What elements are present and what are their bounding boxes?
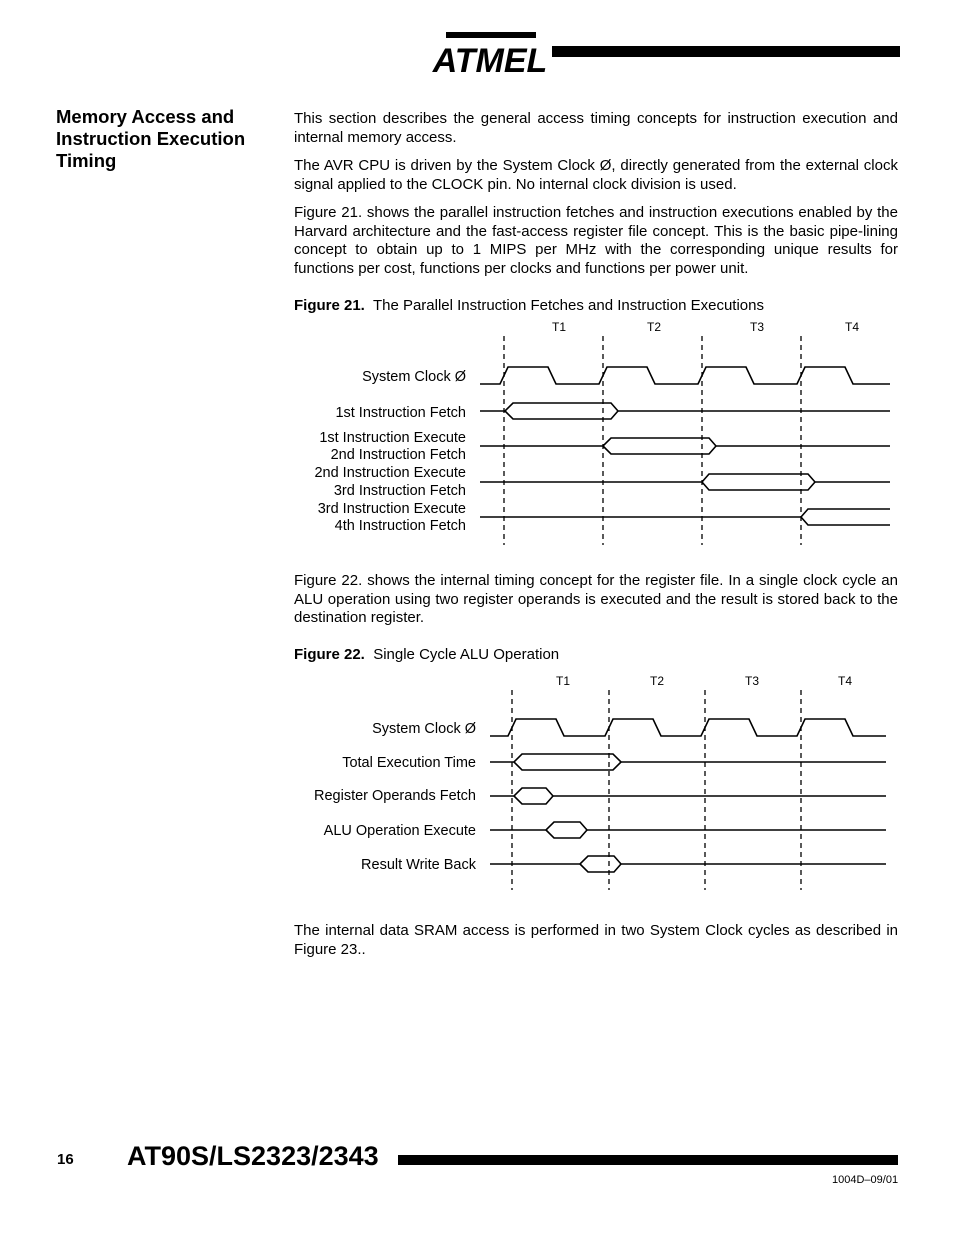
signal-label: Register Operands Fetch: [314, 788, 476, 804]
paragraph-1: This section describes the general access timing concepts for instruction execution and internal memory access.: [294, 110, 898, 146]
figure-21-caption-text: The Parallel Instruction Fetches and Instruction Executions: [372, 297, 764, 314]
footer-bar: [398, 1155, 898, 1165]
clock-waveform: [490, 719, 886, 736]
product-title: AT90S/LS2323/2343: [127, 1141, 379, 1171]
execute-1-waveform: [480, 438, 890, 446]
tick-label: T1: [555, 674, 571, 688]
logo-text: ATMEL: [432, 42, 548, 80]
header-bar: [552, 46, 900, 57]
fetch-1-waveform: [480, 403, 890, 411]
execute-2-waveform: [480, 474, 890, 482]
signal-label: Total Execution Time: [342, 755, 476, 771]
clock-waveform: [480, 367, 890, 384]
signal-label: 3rd Instruction Execute: [317, 501, 466, 517]
paragraph-5: The internal data SRAM access is performed in two System Clock cycles as described in Figure 23..: [294, 922, 898, 958]
paragraph-4: Figure 22. shows the internal timing concept for the register file. In a single clock cycle an ALU operation using two register operands is executed and the result is stored back to the destination register.: [294, 572, 898, 627]
alu-execute-waveform: [490, 822, 886, 830]
tick-label: T3: [749, 320, 765, 334]
signal-label: System Clock Ø: [372, 721, 476, 737]
signal-label: 4th Instruction Fetch: [334, 518, 466, 534]
tick-label: T4: [837, 674, 853, 688]
figure-22-diagram: [294, 668, 904, 898]
figure-21-diagram: [294, 315, 904, 555]
tick-label: T4: [844, 320, 860, 334]
signal-label: System Clock Ø: [362, 369, 466, 385]
atmel-logo: [432, 30, 548, 80]
page-number: 16: [57, 1151, 74, 1168]
figure-21-caption: [294, 297, 764, 315]
signal-label: 1st Instruction Execute: [319, 430, 466, 446]
tick-label: T2: [646, 320, 662, 334]
tick-label: T3: [744, 674, 760, 688]
paragraph-3: Figure 21. shows the parallel instruction fetches and instruction executions enabled by the Harvard architecture and the fast-access register file concept. This is the basic pipe-lining concept to obtain up to 1 MIPS per MHz with the corresponding unique results for functions per cost, functions per clocks and functions per power unit.: [294, 204, 898, 277]
signal-label: 3rd Instruction Fetch: [333, 483, 466, 499]
figure-21-number: Figure 21.: [294, 297, 365, 314]
document-number: 1004D–09/01: [832, 1174, 899, 1186]
tick-label: T1: [551, 320, 567, 334]
signal-label: 1st Instruction Fetch: [335, 405, 466, 421]
operands-fetch-waveform: [490, 788, 886, 796]
section-title: Memory Access and Instruction Execution Timing: [56, 106, 246, 171]
signal-label: 2nd Instruction Execute: [314, 465, 466, 481]
signal-label: 2nd Instruction Fetch: [330, 447, 466, 463]
signal-label: ALU Operation Execute: [323, 823, 476, 839]
write-back-waveform: [490, 856, 886, 864]
paragraph-2: The AVR CPU is driven by the System Clock Ø, directly generated from the external clock signal applied to the CLOCK pin. No internal clock division is used.: [294, 157, 898, 193]
figure-22-number: Figure 22.: [294, 646, 365, 663]
figure-22-caption-text: Single Cycle ALU Operation: [373, 646, 560, 663]
figure-22-caption: [294, 646, 559, 664]
total-execution-waveform: [490, 754, 886, 762]
signal-label: Result Write Back: [361, 857, 476, 873]
execute-3-waveform: [480, 509, 890, 517]
tick-label: T2: [649, 674, 665, 688]
